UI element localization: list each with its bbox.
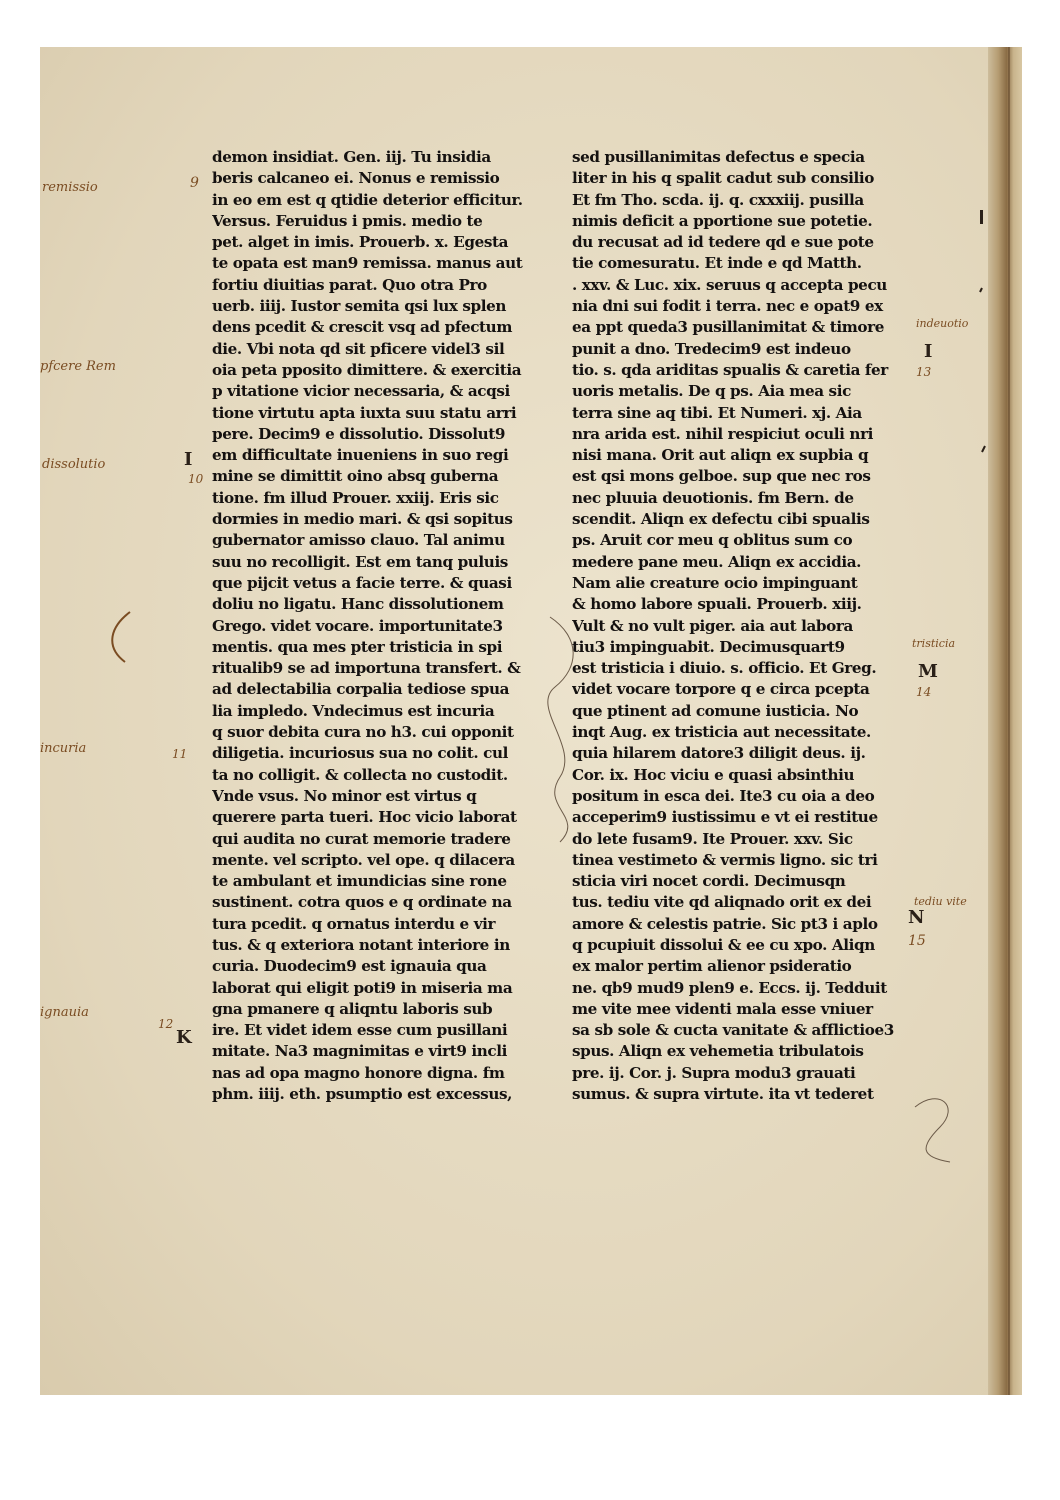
left-column-line: pet. alget in imis. Prouerb. x. Egesta [212, 233, 509, 252]
right-column-line: . xxv. & Luc. xix. seruus q accepta pecu [572, 275, 887, 294]
right-column-line: ne. qb9 mud9 plen9 e. Eccs. ij. Tedduit [572, 978, 887, 997]
section-letter-m-right: M [918, 661, 938, 682]
left-column-line: ad delectabilia corpalia tediose spua [212, 680, 510, 699]
right-column-line: ex malor pertim alienor psideratio [572, 957, 852, 976]
right-column-line: scendit. Aliqn ex defectu cibi spualis [572, 510, 870, 529]
right-column-line: spus. Aliqn ex vehemetia tribulatois [572, 1042, 864, 1061]
right-column-line: est qsi mons gelboe. sup que nec ros [572, 467, 871, 486]
left-column-line: oia peta pposito dimittere. & exercitia [212, 360, 522, 379]
margin-numeral-14: 14 [916, 685, 932, 699]
right-column-line: nra arida est. nihil respiciut oculi nri [572, 424, 874, 443]
left-column-line: laborat qui eligit poti9 in miseria ma [212, 978, 513, 997]
right-column-line: du recusat ad id tedere qd e sue pote [572, 233, 874, 252]
right-column-line: pre. ij. Cor. j. Supra modu3 grauati [572, 1063, 856, 1082]
margin-note-incuria: incuria [40, 741, 87, 756]
right-column-line: nia dni sui fodit i terra. nec e opat9 ex [572, 297, 883, 316]
right-column-line: tus. tediu vite qd aliqnado orit ex dei [572, 893, 872, 912]
margin-numeral-10: 10 [188, 472, 204, 486]
margin-note-dissolutio: dissolutio [42, 457, 106, 472]
margin-numeral-11: 11 [172, 747, 188, 761]
left-column-line: demon insidiat. Gen. iij. Tu insidia [212, 148, 491, 166]
right-column-line: videt vocare torpore q e circa pcepta [572, 680, 870, 699]
right-column-line: me vite mee videnti mala esse vniuer [572, 999, 873, 1018]
right-column-line: Et fm Tho. scda. ij. q. cxxxiij. pusilla [572, 190, 864, 209]
left-column-line: phm. iiij. eth. psumptio est excessus, [212, 1085, 513, 1104]
left-column-line: mentis. qua mes pter tristicia in spi [212, 637, 503, 656]
ink-flourish-right [910, 1087, 970, 1167]
margin-numeral-15: 15 [908, 933, 926, 949]
margin-numeral-12: 12 [158, 1017, 174, 1031]
margin-note-indeuotio: indeuotio [916, 317, 969, 330]
left-text-column [212, 147, 562, 1105]
left-column-line: querere parta tueri. Hoc vicio laborat [212, 808, 517, 827]
left-column-line: diligetia. incuriosus sua no colit. cul [212, 744, 508, 763]
left-column-line: dormies in medio mari. & qsi sopitus [212, 510, 513, 529]
left-column-line: tione. fm illud Prouer. xxiij. Eris sic [212, 488, 499, 507]
right-column-line: do lete fusam9. Ite Prouer. xxv. Sic [572, 829, 853, 848]
left-column-line: fortiu diuitias parat. Quo otra Pro [212, 275, 487, 294]
left-column-line: gna pmanere q aliqntu laboris sub [212, 999, 493, 1018]
right-column-line: ea ppt queda3 pusillanimitat & timore [572, 318, 884, 337]
margin-note-tedium: tediu vite [914, 895, 967, 908]
right-column-line: Nam alie creature ocio impinguant [572, 573, 858, 592]
right-column-line: sed pusillanimitas defectus e specia [572, 148, 865, 166]
left-column-line: em difficultate inueniens in suo regi [212, 446, 509, 465]
right-column-line: nimis deficit a pportione sue potetie. [572, 211, 873, 230]
right-column-line: punit a dno. Tredecim9 est indeuo [572, 339, 851, 358]
left-column-line: que pijcit vetus a facie terre. & quasi [212, 573, 512, 592]
left-column-line: ritualib9 se ad importuna transfert. & [212, 659, 521, 678]
right-column-line: & homo labore spuali. Prouerb. xiij. [572, 595, 862, 614]
left-column-line: te ambulant et imundicias sine rone [212, 872, 507, 891]
margin-numeral-9: 9 [190, 175, 199, 191]
left-column-line: sustinent. cotra quos e q ordinate na [212, 893, 512, 912]
right-column-line: q pcupiuit dissolui & ee cu xpo. Aliqn [572, 935, 875, 954]
left-column-line: dens pcedit & crescit vsq ad pfectum [212, 318, 512, 337]
left-column-line: lia impledo. Vndecimus est incuria [212, 701, 495, 720]
left-column-line: curia. Duodecim9 est ignauia qua [212, 957, 487, 976]
left-column-line: tus. & q exteriora notant interiore in [212, 935, 510, 954]
right-column-line: sumus. & supra virtute. ita vt tederet [572, 1085, 874, 1104]
right-column-line: acceperim9 iustissimu e vt ei restitue [572, 808, 878, 827]
margin-note-ignauia: ignauia [40, 1005, 89, 1020]
right-column-line: inqt Aug. ex tristicia aut necessitate. [572, 723, 871, 742]
right-column-line: ps. Aruit cor meu q oblitus sum co [572, 531, 853, 550]
ink-marks-far-right [960, 202, 1000, 482]
margin-numeral-13: 13 [916, 365, 932, 379]
margin-note-tristicia: tristicia [912, 637, 956, 650]
left-column-line: Versus. Feruidus i pmis. medio te [212, 211, 483, 230]
right-column-line: tie comesuratu. Et inde e qd Matth. [572, 254, 862, 273]
left-column-line: in eo em est q qtidie deterior efficitur. [212, 190, 523, 209]
right-column-line: positum in esca dei. Ite3 cu oia a deo [572, 786, 875, 805]
right-column-line: tiu3 impinguabit. Decimusquart9 [572, 637, 845, 656]
left-column-line: ire. Et videt idem esse cum pusillani [212, 1021, 508, 1040]
right-column-line: nec pluuia deuotionis. fm Bern. de [572, 488, 854, 507]
left-column-line: mitate. Na3 magnimitas e virt9 incli [212, 1042, 508, 1061]
ink-flourish-center [540, 607, 600, 847]
right-text-column [572, 147, 912, 1105]
right-column-line: amore & celestis patrie. Sic pt3 i aplo [572, 914, 878, 933]
left-column-line: tura pcedit. q ornatus interdu e vir [212, 914, 496, 933]
right-column-line: quia hilarem datore3 diligit deus. ij. [572, 744, 866, 763]
left-column-line: Vnde vsus. No minor est virtus q [212, 786, 477, 805]
left-column-line: Grego. videt vocare. importunitate3 [212, 616, 503, 635]
left-column-line: beris calcaneo ei. Nonus e remissio [212, 169, 500, 188]
right-column-line: sa sb sole & cucta vanitate & afflictioe3 [572, 1021, 894, 1040]
left-column-line: doliu no ligatu. Hanc dissolutionem [212, 595, 504, 614]
left-column-line: ta no colligit. & collecta no custodit. [212, 765, 508, 784]
left-column-line: pere. Decim9 e dissolutio. Dissolut9 [212, 424, 506, 443]
page-scan [40, 47, 1022, 1395]
left-column-line: suu no recolligit. Est em tanq puluis [212, 552, 508, 571]
right-column-line: terra sine aq tibi. Et Numeri. xj. Aia [572, 403, 862, 422]
left-column-line: nas ad opa magno honore digna. fm [212, 1063, 505, 1082]
left-column-line: die. Vbi nota qd sit pficere videl3 sil [212, 339, 505, 358]
right-column-line: Cor. ix. Hoc viciu e quasi absinthiu [572, 765, 855, 784]
left-column-line: gubernator amisso clauo. Tal animu [212, 531, 505, 550]
left-column-line: mente. vel scripto. vel ope. q dilacera [212, 850, 515, 869]
section-letter-n-right: N [908, 907, 925, 928]
margin-note-pficere: pfcere Rem [40, 359, 116, 374]
left-column-line: qui audita no curat memorie tradere [212, 829, 511, 848]
left-column-line: te opata est man9 remissa. manus aut [212, 254, 523, 273]
left-column-line: q suor debita cura no h3. cui opponit [212, 723, 514, 742]
left-column-line: mine se dimittit oino absq guberna [212, 467, 499, 486]
right-column-line: uoris metalis. De q ps. Aia mea sic [572, 382, 851, 401]
left-column-line: p vitatione vicior necessaria, & acqsi [212, 382, 510, 401]
left-column-line: uerb. iiij. Iustor semita qsi lux splen [212, 297, 507, 316]
section-letter-l-right: I [924, 341, 933, 362]
right-column-line: tio. s. qda ariditas spualis & caretia fer [572, 360, 888, 379]
right-column-line: nisi mana. Orit aut aliqn ex supbia q [572, 446, 869, 465]
right-column-line: liter in his q spalit cadut sub consilio [572, 169, 874, 188]
left-column-line: tione virtutu apta iuxta suu statu arri [212, 403, 517, 422]
right-column-line: Vult & no vult piger. aia aut labora [572, 616, 853, 635]
right-column-line: que ptinent ad comune iusticia. No [572, 701, 859, 720]
right-column-line: medere pane meu. Aliqn ex accidia. [572, 552, 862, 571]
section-letter-i: I [184, 449, 193, 470]
ink-flourish-left [100, 607, 140, 667]
margin-note-remissio: remissio [42, 180, 98, 195]
right-column-line: est tristicia i diuio. s. officio. Et Greg. [572, 659, 877, 678]
section-letter-k: K [176, 1027, 192, 1048]
right-column-line: tinea vestimeto & vermis ligno. sic tri [572, 850, 878, 869]
right-column-line: sticia viri nocet cordi. Decimusqn [572, 872, 846, 891]
